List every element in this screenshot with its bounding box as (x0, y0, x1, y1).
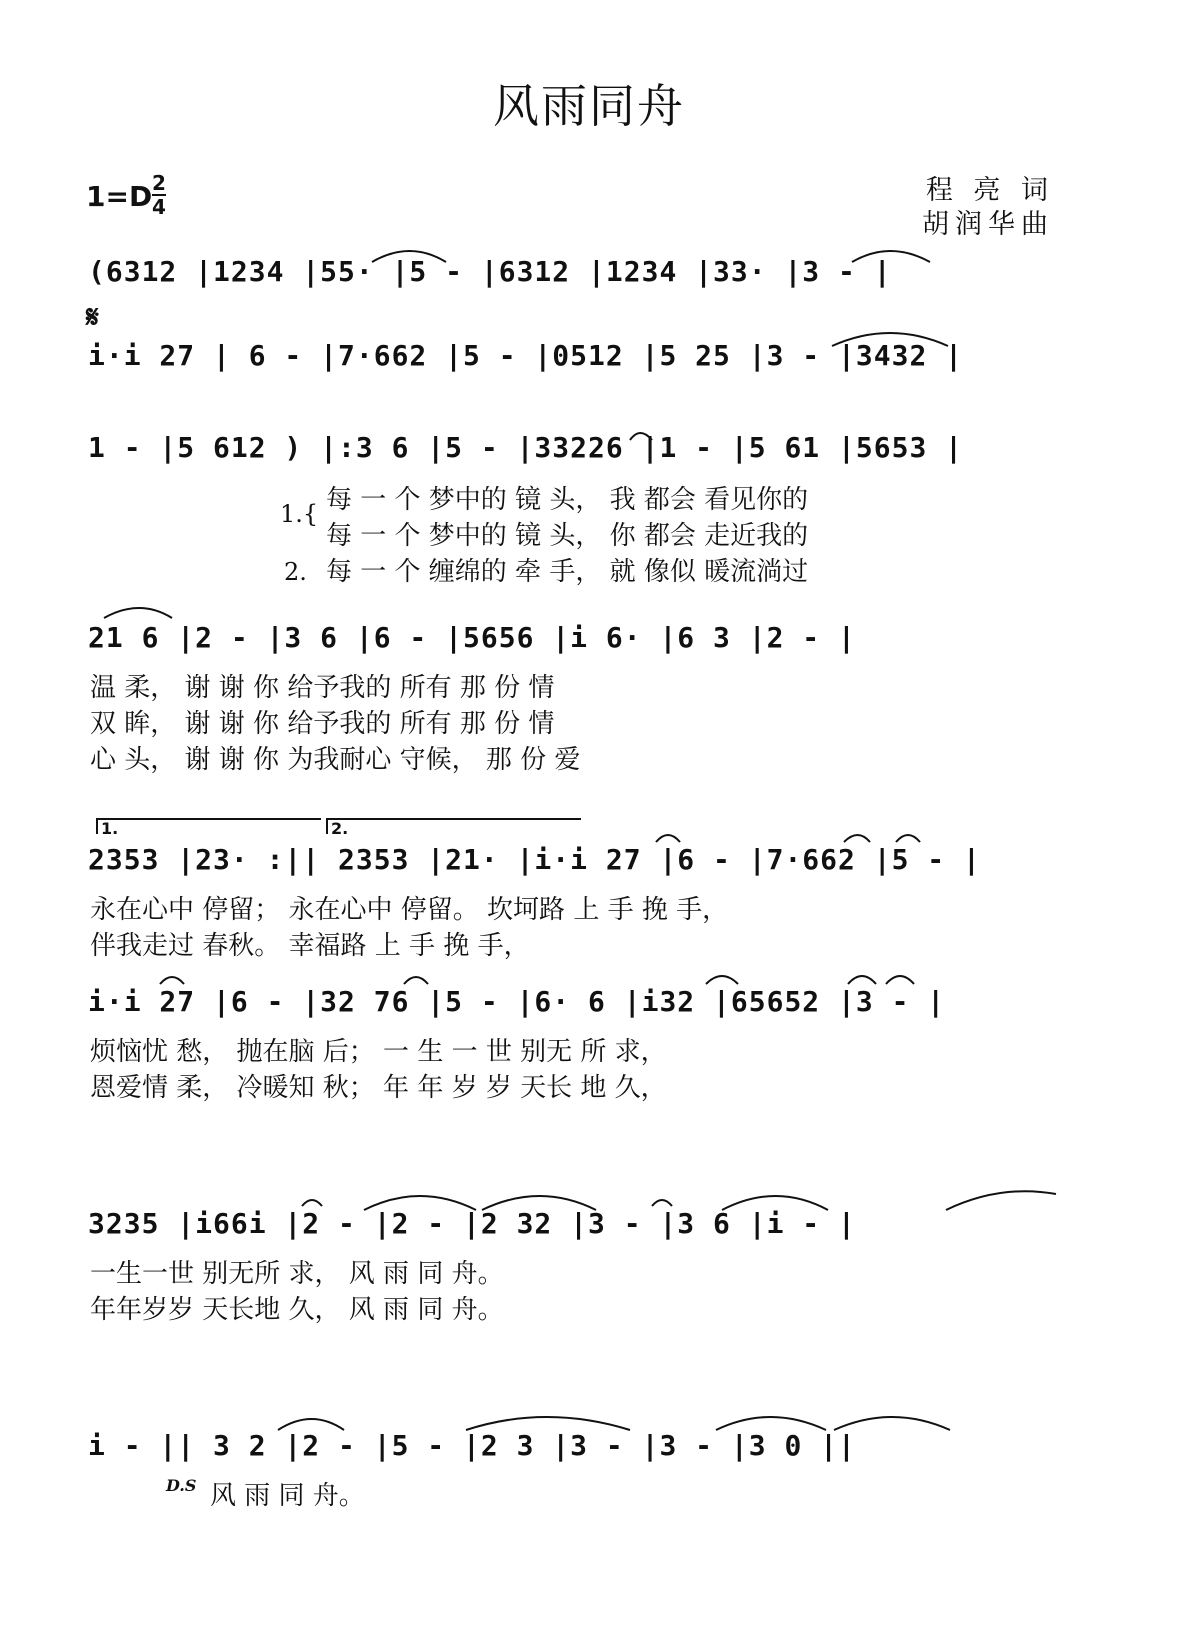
segno-sign: 𝄋 (86, 300, 99, 335)
lyricist-credit: 程 亮 词 (925, 175, 1054, 206)
composer-credit: 胡润华曲 (922, 209, 1054, 240)
notation-row-2: i·i 27 | 6 - |7·662 |5 - |0512 |5 25 |3 - |3432 | (88, 339, 964, 372)
lyric-line: 每 一 个 缠绵的 牵 手， 就 像似 暖流淌过 (326, 557, 809, 587)
lyric-line: 每 一 个 梦中的 镜 头， 你 都会 走近我的 (326, 521, 809, 551)
notation-row-4: 21 6 |2 - |3 6 |6 - |5656 |i 6· |6 3 |2 - | (88, 621, 856, 654)
song-title: 风雨同舟 (493, 79, 685, 133)
lyric-line: 烦恼忧 愁， 抛在脑 后； 一 生 一 世 别无 所 求， (90, 1037, 667, 1067)
time-top: 2 (152, 171, 166, 195)
verse-marker-2: 2. (284, 558, 307, 586)
notation-row-7: 3235 |i66i |2 - |2 - |2 32 |3 - |3 6 |i - | (88, 1207, 856, 1240)
notation-row-3: 1 - |5 612 ) |:3 6 |5 - |33226 |1 - |5 61 |5653 | (88, 431, 964, 464)
lyric-line: 心 头， 谢 谢 你 为我耐心 守候， 那 份 爱 (90, 745, 581, 775)
lyric-line: 每 一 个 梦中的 镜 头， 我 都会 看见你的 (326, 485, 809, 515)
lyric-line: 伴我走过 春秋。 幸福路 上 手 挽 手， (90, 931, 530, 961)
lyric-line: 一生一世 别无所 求， 风 雨 同 舟。 (90, 1259, 504, 1289)
volta-second-ending: 2. (326, 818, 581, 834)
notation-row-5: 2353 |23· :|| 2353 |21· |i·i 27 |6 - |7·662 |5 - | (88, 843, 981, 876)
notation-row-6: i·i 27 |6 - |32 76 |5 - |6· 6 |i32 |65652 |3 - | (88, 985, 946, 1018)
lyric-line: 双 眸， 谢 谢 你 给予我的 所有 那 份 情 (90, 709, 555, 739)
verse-marker-1: 1.{ (280, 500, 319, 528)
lyric-line: 风 雨 同 舟。 (210, 1481, 365, 1511)
time-bottom: 4 (152, 195, 166, 219)
lyric-line: 温 柔， 谢 谢 你 给予我的 所有 那 份 情 (90, 673, 555, 703)
notation-row-8: i - || 3 2 |2 - |5 - |2 3 |3 - |3 - |3 0 || (88, 1429, 856, 1462)
notation-row-1: (6312 |1234 |55· |5 - |6312 |1234 |33· |3 - | (88, 255, 892, 288)
key-signature: 1=D (86, 180, 153, 213)
volta-first-ending: 1. (96, 818, 321, 834)
dal-segno-mark: D.S (166, 1476, 197, 1495)
lyric-line: 年年岁岁 天长地 久， 风 雨 同 舟。 (90, 1295, 504, 1325)
lyric-line: 恩爱情 柔， 冷暖知 秋； 年 年 岁 岁 天长 地 久， (90, 1073, 667, 1103)
lyric-line: 永在心中 停留； 永在心中 停留。 坎坷路 上 手 挽 手， (90, 895, 729, 925)
